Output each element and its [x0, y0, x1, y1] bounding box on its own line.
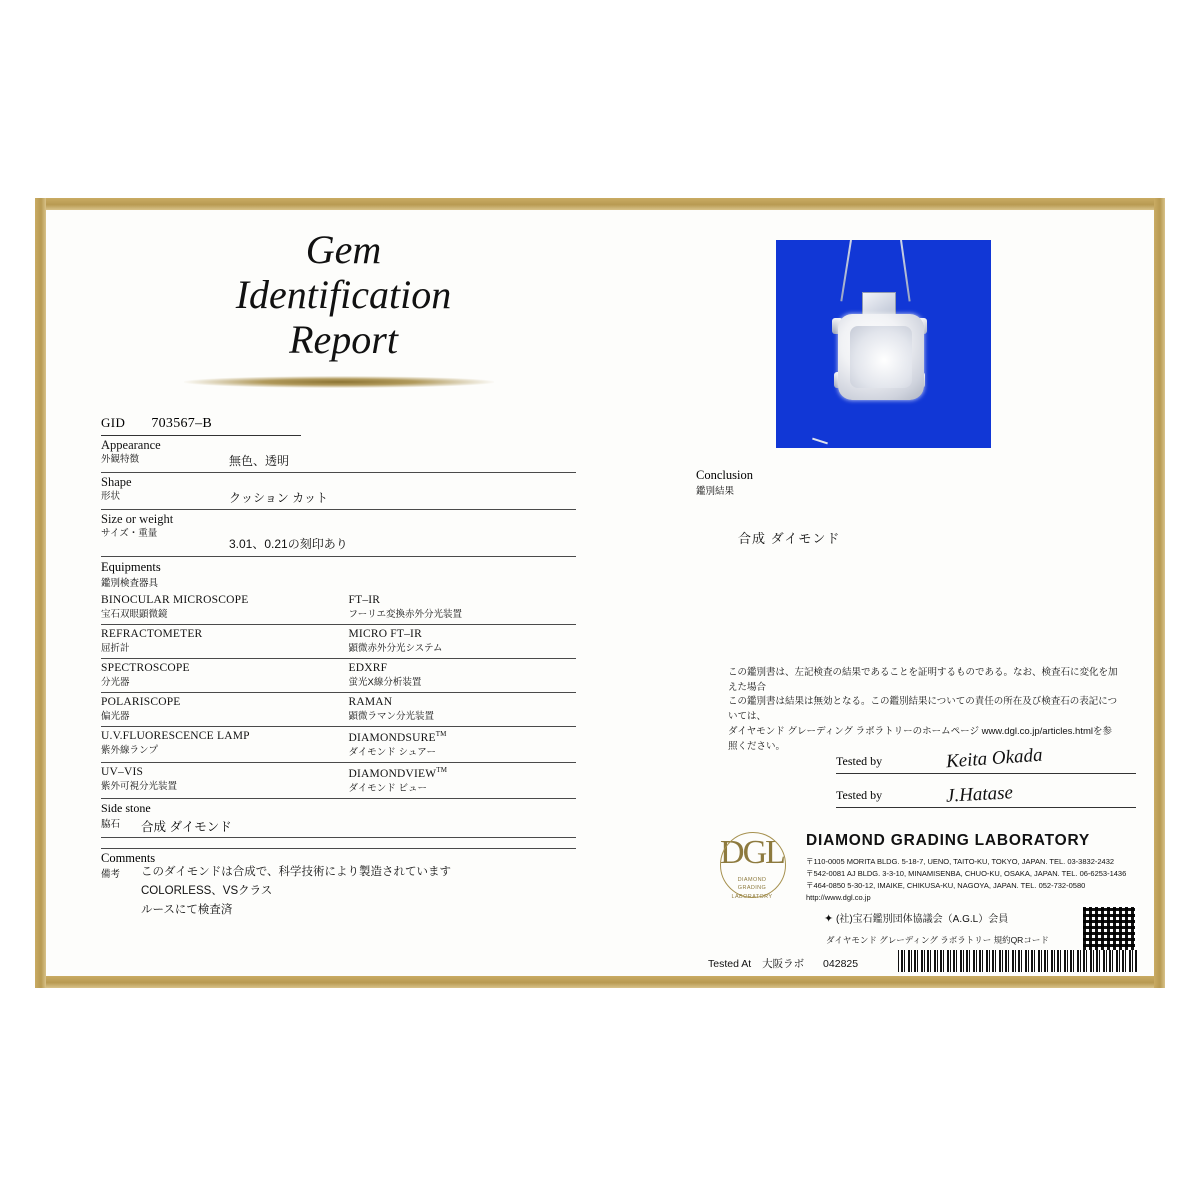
disclaimer-line: この鑑別書は結果は無効となる。この鑑別結果についての責任の所在及び検査石の表記については、 — [728, 696, 1118, 723]
gemstone-photo — [776, 240, 991, 448]
field-shape-value: クッション カット — [229, 491, 328, 506]
title-line-3: Report — [289, 316, 398, 362]
comments-label-en: Comments — [101, 851, 156, 866]
table-row — [101, 625, 576, 659]
tested-by-label-1: Tested by — [836, 754, 883, 768]
signature-row-2 — [836, 774, 1136, 808]
field-appearance-label-en: Appearance — [101, 438, 161, 453]
equipment-name-en: DIAMONDVIEW™ — [348, 766, 448, 781]
comment-line: このダイモンドは合成で、科学技術により製造されています — [141, 866, 452, 879]
equipment-name-en: DIAMONDSURE™ — [348, 730, 447, 745]
equipment-cell — [339, 763, 577, 799]
equipment-name-en: BINOCULAR MICROSCOPE — [101, 594, 249, 607]
disclaimer-line: この鑑別書は、左記検査の結果であることを証明するものである。なお、検査石に変化を加えた場合 — [728, 667, 1118, 693]
conclusion-label-en: Conclusion — [696, 468, 753, 482]
comment-line: ルースにて検査済 — [141, 903, 233, 916]
equipment-name-jp: フーリエ変換赤外分光装置 — [348, 609, 463, 621]
disclaimer-line: ダイヤモンド グレーディング ラボラトリーのホームページ www.dgl.co.jp/articles.htmlを参照ください。 — [728, 725, 1112, 752]
certificate-inner — [46, 210, 1154, 976]
gid-value: 703567–B — [151, 416, 213, 432]
gold-border-left — [35, 198, 46, 988]
conclusion-label-jp: 鑑別結果 — [696, 486, 735, 497]
field-size-label-en: Size or weight — [101, 512, 174, 527]
table-row — [101, 591, 576, 625]
logo-subtext-line: LABORATORY — [731, 893, 773, 900]
side-stone-label-en: Side stone — [101, 801, 151, 816]
field-shape — [101, 473, 576, 510]
gold-border-top — [35, 198, 1165, 210]
signature-1: Keita Okada — [945, 744, 1044, 773]
equipment-cell — [101, 763, 339, 799]
field-shape-label-jp: 形状 — [101, 491, 121, 503]
certificate-document — [35, 198, 1165, 988]
necklace-chain-left — [840, 240, 852, 301]
address-line: 〒542-0081 AJ BLDG. 3-3-10, MINAMISENBA, CHUO-KU, OSAKA, JAPAN. TEL. 06-6253-1436 — [806, 869, 1127, 879]
conclusion-value: 合成 ダイモンド — [738, 531, 841, 546]
title-line-1: Gem — [305, 227, 382, 272]
organization-addresses — [806, 856, 1126, 905]
equipment-name-jp: 紫外線ランプ — [101, 745, 159, 757]
table-row — [101, 763, 576, 799]
equipment-name-en: U.V.FLUORESCENCE LAMP — [101, 730, 250, 743]
equipments-label-jp: 鑑別検査器具 — [101, 578, 159, 590]
equipment-name-en: EDXRF — [348, 662, 388, 675]
equipment-name-en: RAMAN — [348, 696, 393, 709]
logo-ring — [720, 832, 786, 898]
trademark-mark: TM — [436, 766, 448, 775]
equipments-table — [101, 591, 576, 799]
left-column — [101, 227, 576, 916]
gold-border-right — [1154, 198, 1165, 988]
chain-tail — [812, 438, 828, 445]
table-row — [101, 727, 576, 763]
title-line-2: Identification — [235, 271, 452, 317]
table-row — [101, 693, 576, 727]
equipment-cell — [101, 727, 339, 763]
logo-subtext-line: GRADING — [737, 885, 767, 892]
equipment-name-jp: 顕微赤外分光システム — [348, 643, 443, 655]
equipment-cell — [339, 659, 577, 693]
agl-membership — [824, 910, 1008, 925]
gold-border-bottom — [35, 976, 1165, 988]
equipment-cell — [339, 693, 577, 727]
equipment-name-en: SPECTROSCOPE — [101, 662, 190, 675]
trademark-mark: TM — [435, 730, 447, 739]
logo-subtext-line: DIAMOND — [737, 877, 767, 883]
conclusion-label — [696, 468, 753, 497]
signature-2: J.Hatase — [945, 782, 1014, 807]
equipment-name-jp: 偏光器 — [101, 711, 130, 723]
field-appearance — [101, 436, 576, 473]
equipments-label-en: Equipments — [101, 560, 161, 575]
diamond-stone — [838, 314, 924, 400]
equipment-name-jp: 蛍光X線分析装置 — [348, 677, 422, 689]
equipment-name-jp: 紫外可視分光装置 — [101, 781, 178, 793]
tested-at-row — [708, 956, 858, 971]
table-row — [101, 659, 576, 693]
field-appearance-value: 無色、透明 — [229, 454, 290, 469]
equipment-name-jp: ダイモンド ビュー — [348, 783, 427, 795]
gid-row — [101, 414, 301, 436]
necklace-chain-right — [900, 240, 911, 302]
equipment-cell — [339, 625, 577, 659]
tested-at-lab: 大阪ラボ — [762, 958, 805, 970]
equipment-name-jp: 屈折計 — [101, 643, 130, 655]
equipment-name-jp: 宝石双眼顕微鏡 — [101, 609, 168, 621]
website-url: http://www.dgl.co.jp — [806, 893, 871, 903]
tested-at-label: Tested At — [708, 958, 752, 970]
field-size-or-weight — [101, 510, 576, 557]
equipment-name-en: FT–IR — [348, 594, 381, 607]
address-line: 〒110-0005 MORITA BLDG. 5-18-7, UENO, TAITO-KU, TOKYO, JAPAN. TEL. 03-3832-2432 — [806, 857, 1115, 866]
qr-code-note: ダイヤモンド グレーディング ラボラトリー 規約QRコード — [826, 935, 1049, 945]
equipment-name-en: UV–VIS — [101, 766, 144, 779]
logo-letters: DGL — [720, 834, 784, 871]
equipment-cell — [101, 625, 339, 659]
address-line: 〒464-0850 5-30-12, IMAIKE, CHIKUSA-KU, NAGOYA, JAPAN. TEL. 052-732-0580 — [806, 881, 1086, 891]
agl-membership-text: (社)宝石鑑別団体協議会（A.G.L）会員 — [836, 914, 1009, 925]
equipment-name-en: REFRACTOMETER — [101, 628, 203, 641]
equipment-name-jp: ダイモンド シュアー — [348, 747, 436, 759]
organization-name: DIAMOND GRADING LABORATORY — [806, 832, 1091, 849]
comment-line: COLORLESS、VSクラス — [141, 885, 273, 898]
equipment-cell — [101, 659, 339, 693]
side-stone-label-jp: 脇石 — [101, 819, 121, 831]
page-title — [101, 228, 576, 362]
comments-label-jp: 備考 — [101, 869, 121, 881]
decorative-ornament — [184, 376, 494, 388]
side-stone-value: 合成 ダイモンド — [141, 820, 232, 835]
equipment-cell — [101, 693, 339, 727]
barcode — [898, 950, 1138, 972]
equipment-cell — [339, 591, 577, 625]
field-shape-label-en: Shape — [101, 475, 132, 490]
field-size-label-jp: サイズ・重量 — [101, 528, 158, 540]
equipment-name-en: POLARISCOPE — [101, 696, 181, 709]
equipment-name-jp: 分光器 — [101, 677, 130, 689]
equipment-cell — [339, 727, 577, 763]
tested-by-label-2: Tested by — [836, 788, 883, 802]
swoosh-icon: ✦ — [824, 913, 834, 925]
field-size-value: 3.01、0.21の刻印あり — [229, 537, 348, 552]
equipment-name-jp: 顕微ラマン分光装置 — [348, 711, 435, 723]
field-side-stone — [101, 799, 576, 838]
dgl-logo — [708, 828, 796, 914]
field-appearance-label-jp: 外観特徴 — [101, 454, 140, 466]
comments-body — [141, 863, 451, 920]
gid-label: GID — [101, 415, 126, 431]
comments-section — [101, 848, 576, 916]
equipment-cell — [101, 591, 339, 625]
equipment-name-en: MICRO FT–IR — [348, 628, 422, 641]
tested-at-number: 042825 — [823, 958, 859, 970]
signature-row-1 — [836, 740, 1136, 774]
equipments-header — [101, 557, 576, 589]
signature-block — [836, 740, 1136, 808]
